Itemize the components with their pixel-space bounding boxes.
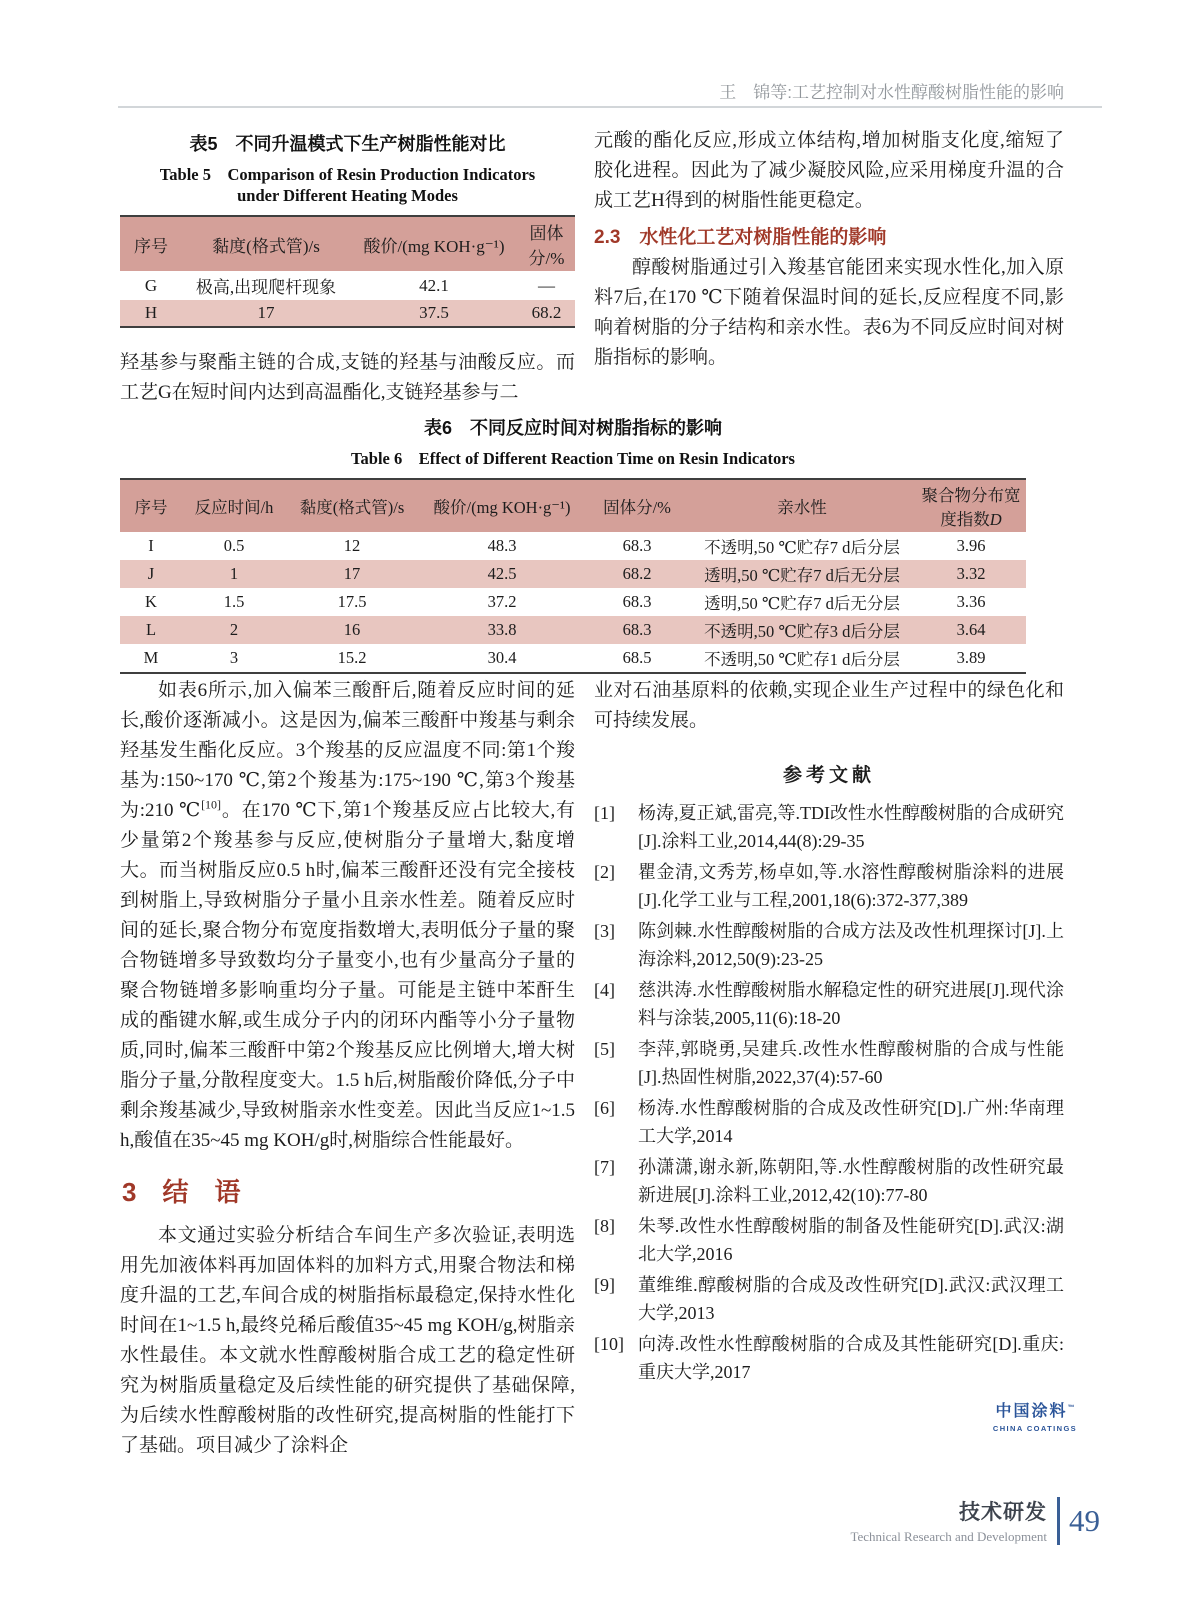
paragraph: 醇酸树脂通过引入羧基官能团来实现水性化,加入原料7后,在170 ℃下随着保温时间的延长,反应程度不同,影响着树脂的分子结构和亲水性。表6为不同反应时间对树脂指标的影响。 — [594, 257, 1064, 368]
china-coatings-logo — [980, 1398, 1090, 1433]
table6-cell: 不透明,50 ℃贮存3 d后分层 — [704, 622, 900, 641]
references-list — [594, 799, 1064, 1386]
table5-cell: — — [538, 275, 555, 295]
table5-row — [120, 271, 575, 300]
references-heading: 参考文献 — [782, 765, 875, 786]
table6-row — [120, 644, 1026, 673]
table6-cell: 透明,50 ℃贮存7 d后无分层 — [704, 566, 900, 585]
table6-cell: 3.36 — [956, 592, 986, 611]
table5-header-cell: 黏度(格式管)/s — [212, 236, 320, 256]
table6-row — [120, 588, 1026, 616]
reference-item: [1] 杨涛,夏正斌,雷亮,等.TDI改性水性醇酸树脂的合成研究[J].涂料工业,2014,44(8):29-35 — [594, 803, 1064, 851]
table6 — [120, 478, 1026, 674]
table6-row — [120, 616, 1026, 644]
table6-header-cell: 固体分/% — [603, 498, 671, 517]
table6-title-en: Table 6 Effect of Different Reaction Time on Resin Indicators — [351, 449, 795, 468]
page-number: 49 — [1069, 1502, 1100, 1538]
table6-cell: 不透明,50 ℃贮存7 d后分层 — [704, 538, 900, 557]
table6-cell: 3.96 — [956, 536, 986, 555]
table6-header-cell: 酸价/(mg KOH·g⁻¹) — [433, 498, 571, 517]
polymer-distribution-index-symbol: D — [989, 510, 1002, 529]
table6-cell: 33.8 — [487, 620, 517, 639]
reference-item: [3] 陈剑棘.水性醇酸树脂的合成方法及改性机理探讨[J].上海涂料,2012,50(9):23-25 — [594, 921, 1064, 969]
table6-cell: 15.2 — [337, 648, 367, 667]
right-column-top — [594, 126, 1064, 373]
table6-cell: 37.2 — [487, 592, 517, 611]
section-3-heading: 3 结 语 — [122, 1177, 241, 1207]
table6-cell: 17.5 — [337, 592, 367, 611]
logo-text-cn: 中国涂料™ — [995, 1403, 1075, 1420]
table5-title-en-line1: Table 5 Comparison of Resin Production Indicators — [159, 165, 536, 184]
running-head: 王 锦等:工艺控制对水性醇酸树脂性能的影响 — [719, 83, 1064, 102]
table6-cell: K — [145, 592, 157, 611]
table6-header-cell: 亲水性 — [777, 498, 827, 517]
table6-cell: 68.2 — [622, 564, 652, 583]
table5-cell: 37.5 — [419, 303, 449, 322]
table5-cell: 极高,出现爬杆现象 — [195, 278, 337, 297]
right-column-bottom — [594, 676, 1064, 1389]
table5 — [120, 215, 575, 328]
table6-cell: 16 — [343, 620, 361, 639]
table5-cell: 42.1 — [419, 275, 449, 295]
table6-cell: 68.3 — [622, 592, 652, 611]
table6-header-cell: 聚合物分布宽度指数D — [921, 486, 1021, 529]
conclusion-paragraph: 本文通过实验分析结合车间生产多次验证,表明选用先加液体料再加固体料的加料方式,用聚合物法和梯度升温的工艺,车间合成的树脂指标最稳定,保持水性化时间在1~1.5 h,最终兑稀后酸值35~45 mg KOH/g,树脂亲水性最佳。本文就水性醇酸树脂合成工艺的稳定性研究为树脂质量稳定及后续性能的研究提供了基础保障,为后续水性醇酸树脂的改性研究,提高树脂的性能打下了基础。项目减少了涂料企 — [120, 1225, 575, 1456]
paragraph: 羟基参与聚酯主链的合成,支链的羟基与油酸反应。而工艺G在短时间内达到高温酯化,支链羟基参与二 — [120, 352, 575, 403]
reference-item: [4] 慈洪涛.水性醇酸树脂水解稳定性的研究进展[J].现代涂料与涂装,2005,11(6):18-20 — [594, 980, 1064, 1028]
reference-item: [2] 瞿金清,文秀芳,杨卓如,等.水溶性醇酸树脂涂料的进展[J].化学工业与工程,2001,18(6):372-377,389 — [594, 862, 1064, 910]
table6-cell: 68.3 — [622, 620, 652, 639]
table6-cell: I — [148, 536, 154, 555]
table6-header-cell: 反应时间/h — [194, 498, 274, 517]
reference-item: [6] 杨涛.水性醇酸树脂的合成及改性研究[D].广州:华南理工大学,2014 — [594, 1098, 1064, 1146]
section-2-3-heading: 2.3 水性化工艺对树脂性能的影响 — [594, 227, 887, 248]
discussion-paragraph: 如表6所示,加入偏苯三酸酐后,随着反应时间的延长,酸价逐渐减小。这是因为,偏苯三酸酐中羧基与剩余羟基发生酯化反应。3个羧基的反应温度不同:第1个羧基为:150~170 ℃,第2个羧基为:175~190 ℃,第3个羧基为:210 ℃[10]。在170 ℃下,第1个羧基反应占比较大,有少量第2个羧基参与反应,使树脂分子量增大,黏度增大。而当树脂反应0.5 h时,偏苯三酸酐还没有完全接枝到树脂上,导致树脂分子量小且亲水性差。随着反应时间的延长,聚合物分布宽度指数增大,表明低分子量的聚合物链增多导致数均分子量变小,也有少量高分子量的聚合物链增多影响重均分子量。可能是主链中苯酐生成的酯键水解,或生成分子内的闭环内酯等小分子量物质,同时,偏苯三酸酐中第2个羧基反应比例增大,增大树脂分子量,分散程度变大。1.5 h后,树脂酸价降低,分子中剩余羧基减少,导致树脂亲水性变差。因此当反应1~1.5 h,酸值在35~45 mg KOH/g时,树脂综合性能最好。 — [120, 680, 575, 1151]
citation-superscript: [10] — [201, 797, 222, 812]
table6-title-cn: 表6 不同反应时间对树脂指标的影响 — [423, 418, 722, 438]
table5-cell: G — [144, 275, 158, 295]
table5-header-cell: 酸价/(mg KOH·g⁻¹) — [363, 236, 505, 256]
footer-section-cn: 技术研发 — [959, 1501, 1047, 1524]
table6-cell: 48.3 — [487, 536, 517, 555]
table5-title-cn: 表5 不同升温模式下生产树脂性能对比 — [189, 134, 506, 154]
conclusion-continued-paragraph: 业对石油基原料的依赖,实现企业生产过程中的绿色化和可持续发展。 — [594, 680, 1064, 731]
page-footer — [820, 1496, 1100, 1545]
table5-row — [120, 300, 575, 327]
reference-item: [7] 孙潇潇,谢永新,陈朝阳,等.水性醇酸树脂的改性研究最新进展[J].涂料工业,2012,42(10):77-80 — [594, 1157, 1064, 1205]
table6-cell: 1 — [229, 564, 239, 583]
table6-cell: 30.4 — [487, 648, 517, 667]
reference-item: [8] 朱琴.改性水性醇酸树脂的制备及性能研究[D].武汉:湖北大学,2016 — [594, 1216, 1064, 1264]
table6-header-cell: 序号 — [134, 498, 168, 517]
table6-cell: 1.5 — [223, 592, 245, 611]
trademark-mark: ™ — [1067, 1404, 1075, 1412]
table6-cell: 17 — [343, 564, 361, 583]
table6-header-cell: 黏度(格式管)/s — [299, 498, 405, 517]
table6-cell: 2 — [229, 620, 239, 639]
table6-header-row — [120, 479, 1026, 532]
table6-cell: 42.5 — [487, 564, 517, 583]
table5-header-cell: 序号 — [134, 236, 168, 256]
table6-cell: M — [143, 648, 159, 667]
table5-title-en-line2: under Different Heating Modes — [237, 186, 458, 205]
footer-divider-bar — [1057, 1497, 1060, 1545]
table6-row — [120, 560, 1026, 588]
table6-cell: 3 — [229, 648, 239, 667]
left-column-bottom — [120, 676, 575, 1461]
table5-cell: H — [144, 303, 158, 322]
header-divider — [118, 106, 1102, 108]
table5-cell: 17 — [257, 303, 275, 322]
table6-cell: 12 — [343, 536, 361, 555]
table6-cell: J — [147, 564, 155, 583]
table5-header-row — [120, 216, 575, 271]
logo-text-en: CHINA COATINGS — [992, 1424, 1078, 1433]
reference-item: [5] 李萍,郭晓勇,吴建兵.改性水性醇酸树脂的合成与性能[J].热固性树脂,2022,37(4):57-60 — [594, 1039, 1064, 1087]
table6-cell: 不透明,50 ℃贮存1 d后分层 — [704, 650, 900, 669]
table6-row — [120, 532, 1026, 560]
table5-cell: 68.2 — [531, 303, 562, 322]
table6-cell: 68.5 — [622, 648, 652, 667]
left-column-top — [120, 130, 575, 408]
reference-item: [9] 董维维.醇酸树脂的合成及改性研究[D].武汉:武汉理工大学,2013 — [594, 1275, 1064, 1323]
table6-cell: 0.5 — [223, 536, 245, 555]
footer-section-en: Technical Research and Development — [850, 1529, 1047, 1544]
table6-cell: L — [145, 620, 157, 639]
reference-item: [10] 向涛.改性水性醇酸树脂的合成及其性能研究[D].重庆:重庆大学,2017 — [594, 1334, 1064, 1382]
table6-cell: 3.64 — [956, 620, 986, 639]
paragraph: 元酸的酯化反应,形成立体结构,增加树脂支化度,缩短了胶化进程。因此为了减少凝胶风险,应采用梯度升温的合成工艺H得到的树脂性能更稳定。 — [594, 130, 1064, 211]
table6-cell: 3.32 — [956, 564, 986, 583]
footer-section-titles — [850, 1496, 1047, 1545]
table6-cell: 68.3 — [622, 536, 652, 555]
table6-cell: 透明,50 ℃贮存7 d后无分层 — [704, 594, 900, 613]
table5-header-cell: 固体分/% — [528, 224, 565, 268]
table6-section — [120, 414, 1026, 674]
table6-cell: 3.89 — [956, 648, 986, 667]
